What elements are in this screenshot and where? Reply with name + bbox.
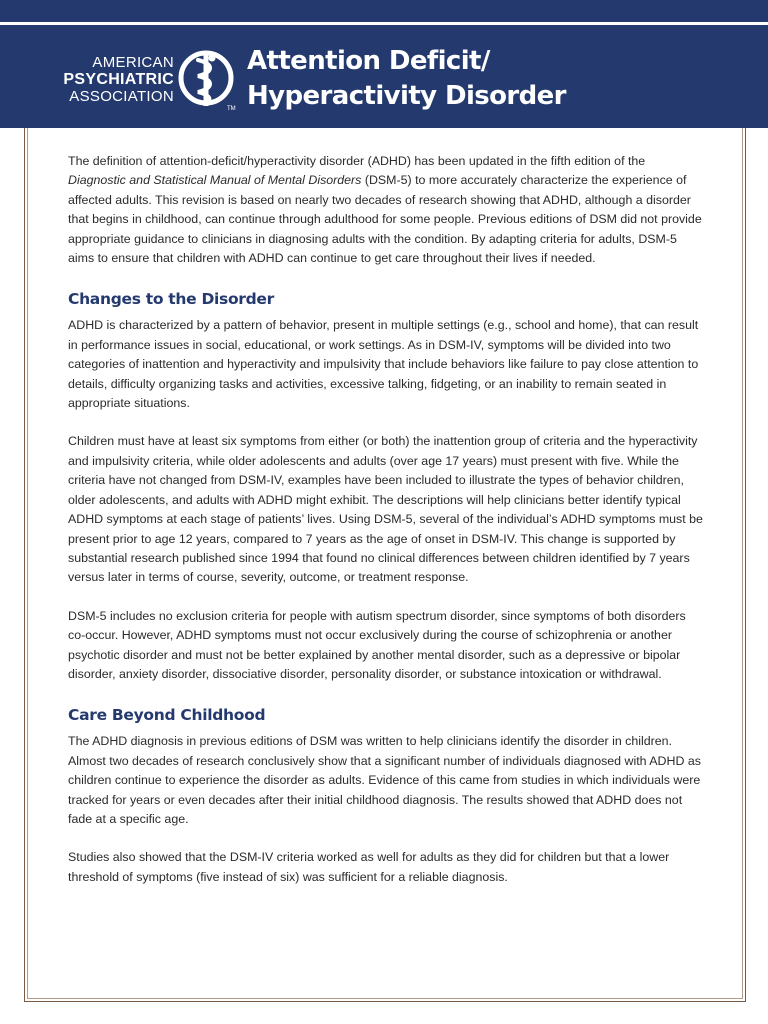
title-line-2: Hyperactivity Disorder — [247, 81, 566, 111]
title-line-1: Attention Deficit/ — [247, 46, 490, 76]
changes-paragraph-2: Children must have at least six symptoms from either (or both) the inattention group of criteria and the hyperactivity and impulsivity criteria, while older adolescents and adults (over age 17 years) must present with five. While the criteria have not changed from DSM-IV, examples have been included to illustrate the types of behavior children, older adolescents, and adults with ADHD might exhibit. The descriptions will help clinicians better identify typical ADHD symptoms at each stage of patients’ lives. Using DSM-5, several of the individual’s ADHD symptoms must be present prior to age 12 years, compared to 7 years as the age of onset in DSM-IV. This change is supported by substantial research published since 1994 that found no clinical differences between children identified by 7 years versus later in terms of course, severity, outcome, or treatment response. — [68, 434, 703, 585]
dsm-title-italic: Diagnostic and Statistical Manual of Mental Disorders — [68, 173, 362, 188]
intro-text-part-1: The definition of attention-deficit/hyperactivity disorder (ADHD) has been updated in the fifth edition of the — [68, 154, 646, 168]
care-paragraph-1: The ADHD diagnosis in previous editions of DSM was written to help clinicians identify the disorder in children. Almost two decades of research conclusively show that a significant number of individuals diagnosed with ADHD as children continue to experience the disorder as adults. Evidence of this came from studies in which individuals were tracked for years or even decades after their initial childhood diagnosis. The results showed that ADHD does not fade at a specific age. — [68, 734, 701, 826]
changes-paragraph-3: DSM-5 includes no exclusion criteria for people with autism spectrum disorder, since symptoms of both disorders co-occur. However, ADHD symptoms must not occur exclusively during the course of schizophrenia or another psychotic disorder and must not be better explained by another mental disorder, such as a depressive or bipolar disorder, anxiety disorder, dissociative disorder, personality disorder, or substance intoxication or withdrawal. — [68, 608, 686, 681]
intro-text-part-2: (DSM-5) to more accurately characterize the experience of affected adults. This revision is based on nearly two decades of research showing that ADHD, although a disorder that begins in childhood, can continue through adulthood for some people. Previous editions of DSM did not provide appropriate guidance to clinicians in diagnosing adults with the condition. By adapting criteria for adults, DSM-5 aims to ensure that children with ADHD can continue to get care throughout their lives if needed. — [68, 173, 702, 266]
trademark-mark: TM — [227, 106, 236, 112]
section-heading-changes: Changes to the Disorder — [68, 290, 274, 309]
org-line-psychiatric: PSYCHIATRIC — [63, 71, 174, 88]
page-title — [247, 44, 566, 114]
intro-paragraph — [68, 152, 704, 268]
article-body — [68, 152, 704, 887]
header-banner — [0, 0, 768, 128]
care-paragraph-2: Studies also showed that the DSM-IV criteria worked as well for adults as they did for children but that a lower threshold of symptoms (five instead of six) was sufficient for a reliable diagnosis. — [68, 850, 670, 884]
header-top-rule — [0, 22, 768, 25]
organization-name — [50, 54, 174, 105]
changes-paragraph-1: ADHD is characterized by a pattern of behavior, present in multiple settings (e.g., school and home), that can result in performance issues in social, educational, or work settings. As in DSM-IV, symptoms will be divided into two categories of inattention and hyperactivity and impulsivity that include behaviors like failure to pay close attention to details, difficulty organizing tasks and activities, excessive talking, fidgeting, or an inability to remain seated in appropriate situations. — [68, 318, 699, 411]
section-heading-care: Care Beyond Childhood — [68, 706, 266, 725]
apa-caduceus-logo-icon — [178, 46, 238, 112]
org-line-american: AMERICAN — [92, 54, 174, 71]
org-line-association: ASSOCIATION — [69, 88, 174, 105]
